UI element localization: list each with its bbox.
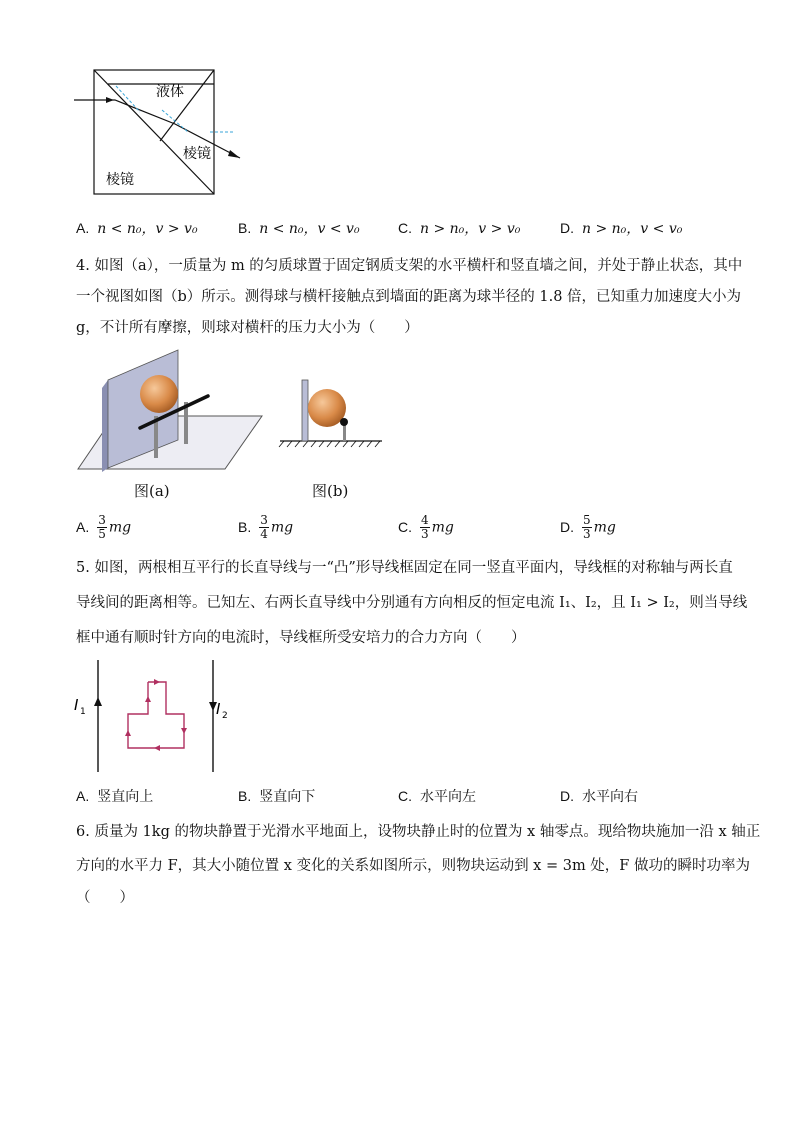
prism-liquid-figure [70, 66, 260, 198]
q4-stem-line-3: g，不计所有摩擦，则球对横杆的压力大小为（ ） [76, 320, 419, 336]
q5-option-a[interactable]: A. 竖直向上 [76, 788, 154, 805]
q3-option-a[interactable]: A. n < n₀，v > v₀ [76, 220, 198, 237]
figure-a-3d-view [70, 344, 270, 474]
current-i2-subscript: 2 [222, 711, 228, 721]
q6-stem-line-1: 6. 质量为 1kg 的物块静置于光滑水平地面上，设物块静止时的位置为 x 轴零点。现给物块施加一沿 x 轴正 [76, 824, 761, 840]
q4-stem-line-2: 一个视图如图（b）所示。测得球与横杆接触点到墙面的距离为球半径的 1.8 倍，已知重力加速度大小为 [76, 289, 742, 305]
figure-a-caption: 图(a) [134, 482, 170, 500]
q4-option-b[interactable]: B. $\frac{3}{4}$ mg [238, 513, 294, 541]
q3-option-b[interactable]: B. n < n₀，v < v₀ [238, 220, 360, 237]
liquid-label: 液体 [156, 84, 184, 100]
q6-stem-line-2: 方向的水平力 F，其大小随位置 x 变化的关系如图所示，则物块运动到 x = 3m 处，F 做功的瞬时功率为 [76, 858, 750, 874]
q4-option-a[interactable]: A. $\frac{3}{5}$ mg [76, 513, 132, 541]
current-i1-subscript: 1 [80, 707, 86, 717]
q4-stem-line-1: 4. 如图（a），一质量为 m 的匀质球置于固定钢质支架的水平横杆和竖直墙之间，并处于静止状态，其中 [76, 258, 743, 274]
q5-option-c[interactable]: C. 水平向左 [398, 788, 476, 805]
q3-option-c[interactable]: C. n > n₀，v > v₀ [398, 220, 521, 237]
wires-and-loop-figure [70, 656, 230, 776]
current-i2-label: I [216, 700, 221, 718]
figure-b-side-view [276, 376, 386, 476]
prism-left-label: 棱镜 [106, 172, 134, 188]
q5-option-b[interactable]: B. 竖直向下 [238, 788, 316, 805]
q4-option-d[interactable]: D. $\frac{5}{3}$ mg [560, 513, 616, 541]
q3-option-d[interactable]: D. n > n₀，v < v₀ [560, 220, 683, 237]
current-i1-label: I [74, 696, 79, 714]
q4-option-c[interactable]: C. $\frac{4}{3}$ mg [398, 513, 454, 541]
q5-stem-line-2: 导线间的距离相等。已知左、右两长直导线中分别通有方向相反的恒定电流 I₁、I₂，且 I₁ > I₂，则当导线 [76, 595, 748, 611]
prism-right-label: 棱镜 [183, 146, 211, 162]
figure-b-caption: 图(b) [312, 482, 349, 500]
q5-stem-line-3: 框中通有顺时针方向的电流时，导线框所受安培力的合力方向（ ） [76, 630, 526, 646]
q5-option-d[interactable]: D. 水平向右 [560, 788, 638, 805]
q5-stem-line-1: 5. 如图，两根相互平行的长直导线与一“凸”形导线框固定在同一竖直平面内，导线框的对称轴与两长直 [76, 560, 733, 576]
q6-stem-line-3: （ ） [76, 890, 134, 906]
